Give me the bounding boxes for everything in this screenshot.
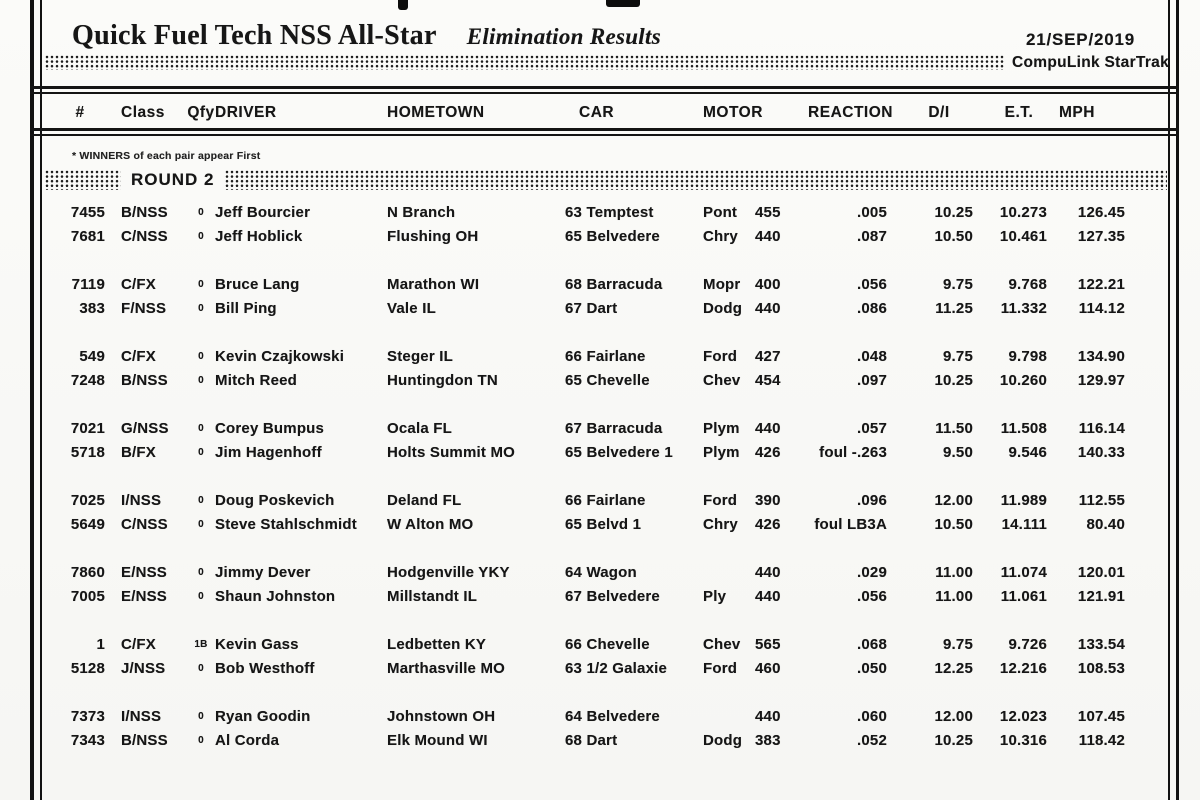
- driver-name: Bill Ping: [215, 299, 277, 317]
- car-model: 68 Dart: [565, 731, 618, 749]
- hometown: W Alton MO: [387, 515, 474, 533]
- driver-name: Corey Bumpus: [215, 419, 325, 437]
- car-model: 66 Fairlane: [565, 347, 646, 365]
- table-row: [45, 704, 1180, 728]
- reaction-time: .087: [857, 227, 887, 245]
- speed-mph: 127.35: [1077, 227, 1125, 245]
- results-rows: [45, 200, 1180, 776]
- speed-mph: 134.90: [1077, 347, 1125, 365]
- reaction-time: .057: [857, 419, 887, 437]
- report-date: 21/SEP/2019: [1026, 30, 1135, 49]
- table-row: [45, 368, 1180, 392]
- car-model: 66 Chevelle: [565, 635, 650, 653]
- elapsed-time: 10.316: [999, 731, 1047, 749]
- reaction-time: foul LB3A: [814, 515, 887, 533]
- driver-name: Jimmy Dever: [215, 563, 311, 581]
- table-row: [45, 584, 1180, 608]
- qualify-flag: 0: [198, 734, 204, 746]
- driver-name: Steve Stahlschmidt: [215, 515, 357, 533]
- dial-in: 9.50: [943, 443, 973, 461]
- qualify-flag: 0: [198, 374, 204, 386]
- speed-mph: 116.14: [1078, 419, 1125, 437]
- class: G/NSS: [121, 419, 169, 437]
- page-border-left-outer: [30, 0, 34, 800]
- motor-size: 426: [755, 515, 781, 533]
- table-row: [45, 560, 1180, 584]
- elapsed-time: 12.216: [999, 659, 1047, 677]
- hometown: Marathon WI: [387, 275, 480, 293]
- motor-make: Plym: [703, 419, 740, 437]
- motor-size: 440: [755, 707, 781, 725]
- column-header-row: [45, 100, 1180, 126]
- reaction-time: .048: [857, 347, 887, 365]
- reaction-time: .005: [857, 203, 887, 221]
- winners-note: * WINNERS of each pair appear First: [72, 150, 261, 162]
- qualify-flag: 0: [198, 350, 204, 362]
- elapsed-time: 14.111: [1001, 515, 1047, 533]
- col-header-dial-in: D/I: [928, 104, 950, 121]
- table-row: [45, 296, 1180, 320]
- car-number: 7455: [70, 203, 105, 221]
- hometown: Ocala FL: [387, 419, 452, 437]
- dial-in: 12.00: [934, 491, 973, 509]
- hometown: Hodgenville YKY: [387, 563, 510, 581]
- dial-in: 11.50: [935, 419, 973, 437]
- driver-name: Mitch Reed: [215, 371, 298, 389]
- qualify-flag: 0: [198, 518, 204, 530]
- car-number: 5718: [70, 443, 105, 461]
- speed-mph: 140.33: [1077, 443, 1125, 461]
- dial-in: 11.00: [935, 563, 973, 581]
- class: B/NSS: [121, 371, 168, 389]
- car-model: 63 Temptest: [565, 203, 654, 221]
- dial-in: 9.75: [943, 275, 973, 293]
- car-model: 65 Belvedere: [565, 227, 660, 245]
- qualify-flag: 0: [198, 710, 204, 722]
- hometown: Huntingdon TN: [387, 371, 498, 389]
- col-header-reaction: REACTION: [808, 104, 893, 121]
- car-number: 1: [96, 635, 105, 653]
- qualify-flag: 0: [198, 566, 204, 578]
- class: C/NSS: [121, 515, 168, 533]
- dial-in: 9.75: [943, 347, 973, 365]
- motor-make: Chev: [703, 371, 741, 389]
- car-number: 549: [79, 347, 105, 365]
- hometown: Holts Summit MO: [387, 443, 516, 461]
- masthead: [72, 20, 661, 52]
- speed-mph: 121.91: [1077, 587, 1125, 605]
- car-model: 67 Dart: [565, 299, 618, 317]
- motor-make: Mopr: [703, 275, 741, 293]
- elapsed-time: 9.768: [1008, 275, 1047, 293]
- motor-size: 440: [755, 419, 781, 437]
- driver-name: Bruce Lang: [215, 275, 300, 293]
- motor-size: 427: [755, 347, 781, 365]
- qualify-flag: 0: [198, 662, 204, 674]
- reaction-time: .096: [857, 491, 887, 509]
- reaction-time: .052: [857, 731, 887, 749]
- motor-size: 460: [755, 659, 781, 677]
- round-label: ROUND 2: [131, 170, 215, 189]
- motor-make: Dodg: [703, 299, 743, 317]
- dial-in: 9.75: [943, 635, 973, 653]
- dial-in: 10.25: [934, 371, 973, 389]
- class: F/NSS: [121, 299, 167, 317]
- dial-in: 10.50: [934, 227, 973, 245]
- car-model: 67 Belvedere: [565, 587, 660, 605]
- motor-size: 440: [755, 563, 781, 581]
- class: E/NSS: [121, 563, 168, 581]
- table-row: [45, 512, 1180, 536]
- driver-name: Doug Poskevich: [215, 491, 335, 509]
- motor-make: Plym: [703, 443, 740, 461]
- hometown: Elk Mound WI: [387, 731, 488, 749]
- col-header-class: Class: [121, 104, 165, 121]
- car-model: 68 Barracuda: [565, 275, 663, 293]
- motor-size: 440: [755, 227, 781, 245]
- motor-size: 426: [755, 443, 781, 461]
- elapsed-time: 9.798: [1008, 347, 1047, 365]
- speed-mph: 107.45: [1077, 707, 1125, 725]
- class: I/NSS: [121, 707, 162, 725]
- table-row: [45, 272, 1180, 296]
- motor-size: 390: [755, 491, 781, 509]
- hometown: Ledbetten KY: [387, 635, 487, 653]
- speed-mph: 133.54: [1077, 635, 1125, 653]
- car-number: 383: [79, 299, 105, 317]
- motor-size: 400: [755, 275, 781, 293]
- col-header-qfy: Qfy: [187, 104, 215, 121]
- elapsed-time: 11.061: [1000, 587, 1047, 605]
- speed-mph: 118.42: [1078, 731, 1125, 749]
- dial-in: 12.00: [934, 707, 973, 725]
- reaction-time: foul -.263: [819, 443, 887, 461]
- col-header-number: #: [75, 104, 85, 121]
- car-number: 7021: [70, 419, 105, 437]
- dial-in: 10.25: [934, 203, 973, 221]
- dotted-separator: [45, 55, 1005, 70]
- speed-mph: 120.01: [1077, 563, 1125, 581]
- class: B/FX: [121, 443, 156, 461]
- speed-mph: 80.40: [1086, 515, 1125, 533]
- qualify-flag: 0: [198, 278, 204, 290]
- reaction-time: .029: [857, 563, 887, 581]
- reaction-time: .050: [857, 659, 887, 677]
- dial-in: 11.25: [935, 299, 973, 317]
- motor-make: Ford: [703, 659, 738, 677]
- dial-in: 10.50: [934, 515, 973, 533]
- qualify-flag: 0: [198, 494, 204, 506]
- elapsed-time: 11.508: [1000, 419, 1047, 437]
- scan-artifact: [606, 0, 640, 7]
- page-border-left-inner: [40, 0, 42, 800]
- motor-size: 454: [755, 371, 781, 389]
- hometown: Steger IL: [387, 347, 453, 365]
- col-header-car: CAR: [579, 104, 615, 121]
- driver-name: Jeff Hoblick: [215, 227, 303, 245]
- table-row: [45, 656, 1180, 680]
- car-number: 5649: [70, 515, 105, 533]
- motor-size: 565: [755, 635, 781, 653]
- car-number: 5128: [70, 659, 105, 677]
- table-row: [45, 416, 1180, 440]
- car-number: 7343: [70, 731, 105, 749]
- table-row: [45, 632, 1180, 656]
- motor-make: Chry: [703, 515, 738, 533]
- double-rule-top: [30, 86, 1179, 94]
- car-number: 7248: [70, 371, 105, 389]
- dial-in: 11.00: [935, 587, 973, 605]
- driver-name: Bob Westhoff: [215, 659, 315, 677]
- motor-make: Chev: [703, 635, 741, 653]
- hometown: N Branch: [387, 203, 456, 221]
- table-row: [45, 344, 1180, 368]
- car-model: 67 Barracuda: [565, 419, 663, 437]
- car-model: 65 Chevelle: [565, 371, 650, 389]
- car-number: 7005: [70, 587, 105, 605]
- qualify-flag: 0: [198, 230, 204, 242]
- class: C/FX: [121, 275, 156, 293]
- dial-in: 12.25: [934, 659, 973, 677]
- hometown: Millstandt IL: [387, 587, 478, 605]
- elapsed-time: 10.461: [999, 227, 1047, 245]
- speed-mph: 126.45: [1077, 203, 1125, 221]
- col-header-driver: DRIVER: [215, 104, 277, 121]
- col-header-et: E.T.: [1004, 104, 1034, 121]
- speed-mph: 114.12: [1078, 299, 1125, 317]
- motor-make: Ford: [703, 491, 738, 509]
- hometown: Vale IL: [387, 299, 436, 317]
- table-row: [45, 224, 1180, 248]
- col-header-mph: MPH: [1059, 104, 1095, 121]
- reaction-time: .056: [857, 275, 887, 293]
- qualify-flag: 0: [198, 590, 204, 602]
- qualify-flag: 1B: [194, 638, 208, 650]
- car-model: 64 Belvedere: [565, 707, 660, 725]
- car-number: 7373: [70, 707, 105, 725]
- reaction-time: .097: [857, 371, 887, 389]
- motor-make: Dodg: [703, 731, 743, 749]
- table-row: [45, 440, 1180, 464]
- qualify-flag: 0: [198, 302, 204, 314]
- col-header-motor: MOTOR: [703, 104, 763, 121]
- speed-mph: 108.53: [1077, 659, 1125, 677]
- car-number: 7025: [70, 491, 105, 509]
- elapsed-time: 11.989: [1000, 491, 1047, 509]
- reaction-time: .056: [857, 587, 887, 605]
- hometown: Johnstown OH: [387, 707, 496, 725]
- driver-name: Jeff Bourcier: [215, 203, 311, 221]
- table-row: [45, 200, 1180, 224]
- car-model: 66 Fairlane: [565, 491, 646, 509]
- dial-in: 10.25: [934, 731, 973, 749]
- elapsed-time: 9.726: [1008, 635, 1047, 653]
- class: B/NSS: [121, 203, 168, 221]
- qualify-flag: 0: [198, 206, 204, 218]
- reaction-time: .086: [857, 299, 887, 317]
- report-subtitle: Elimination Results: [466, 24, 661, 49]
- motor-size: 440: [755, 587, 781, 605]
- driver-name: Al Corda: [215, 731, 280, 749]
- car-number: 7860: [70, 563, 105, 581]
- class: C/NSS: [121, 227, 168, 245]
- qualify-flag: 0: [198, 446, 204, 458]
- event-title: Quick Fuel Tech NSS All-Star: [72, 20, 437, 51]
- dotted-separator: [225, 170, 1167, 190]
- speed-mph: 129.97: [1077, 371, 1125, 389]
- reaction-time: .068: [857, 635, 887, 653]
- round-banner: [45, 170, 1167, 190]
- class: E/NSS: [121, 587, 168, 605]
- driver-name: Kevin Czajkowski: [215, 347, 345, 365]
- class: J/NSS: [121, 659, 166, 677]
- qualify-flag: 0: [198, 422, 204, 434]
- driver-name: Jim Hagenhoff: [215, 443, 322, 461]
- double-rule-bottom: [30, 128, 1179, 136]
- motor-make: Ply: [703, 587, 727, 605]
- scan-artifact: [398, 0, 408, 10]
- timing-system-label: CompuLink StarTrak: [1012, 54, 1169, 71]
- driver-name: Kevin Gass: [215, 635, 299, 653]
- hometown: Flushing OH: [387, 227, 479, 245]
- elapsed-time: 10.273: [999, 203, 1047, 221]
- car-model: 64 Wagon: [565, 563, 637, 581]
- dotted-separator: [45, 170, 121, 190]
- class: C/FX: [121, 347, 156, 365]
- motor-make: Pont: [703, 203, 738, 221]
- class: I/NSS: [121, 491, 162, 509]
- class: B/NSS: [121, 731, 168, 749]
- table-row: [45, 728, 1180, 752]
- elapsed-time: 11.332: [1000, 299, 1047, 317]
- car-number: 7681: [70, 227, 105, 245]
- car-model: 65 Belvd 1: [565, 515, 642, 533]
- motor-size: 383: [755, 731, 781, 749]
- speed-mph: 122.21: [1077, 275, 1125, 293]
- elapsed-time: 12.023: [999, 707, 1047, 725]
- class: C/FX: [121, 635, 156, 653]
- motor-size: 455: [755, 203, 781, 221]
- car-model: 65 Belvedere 1: [565, 443, 673, 461]
- driver-name: Ryan Goodin: [215, 707, 311, 725]
- hometown: Deland FL: [387, 491, 462, 509]
- motor-make: Ford: [703, 347, 738, 365]
- reaction-time: .060: [857, 707, 887, 725]
- table-row: [45, 488, 1180, 512]
- driver-name: Shaun Johnston: [215, 587, 336, 605]
- car-number: 7119: [71, 275, 105, 293]
- elapsed-time: 11.074: [1000, 563, 1047, 581]
- elapsed-time: 9.546: [1008, 443, 1047, 461]
- motor-make: Chry: [703, 227, 738, 245]
- motor-size: 440: [755, 299, 781, 317]
- speed-mph: 112.55: [1078, 491, 1125, 509]
- hometown: Marthasville MO: [387, 659, 506, 677]
- car-model: 63 1/2 Galaxie: [565, 659, 668, 677]
- elapsed-time: 10.260: [999, 371, 1047, 389]
- col-header-hometown: HOMETOWN: [387, 104, 485, 121]
